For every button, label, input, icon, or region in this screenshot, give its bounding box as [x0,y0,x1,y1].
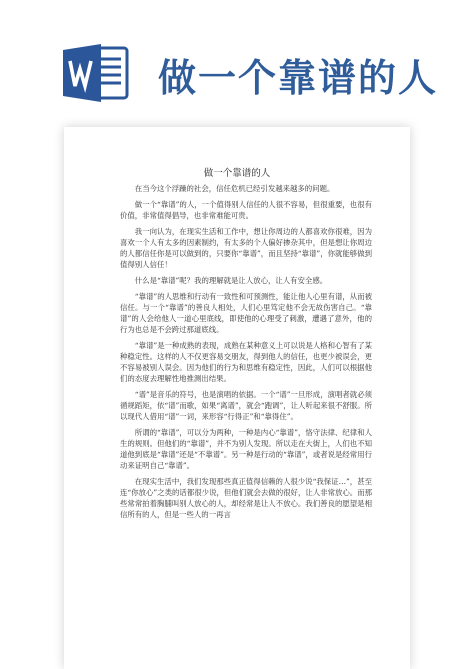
paragraph: “靠谱”的人思维和行动有一致性和可预测性，能让他人心里有谱，从而被信任。与一个“靠谱”的善良人相处，人们心里笃定他不会无故伤害自己。“靠谱”的人会给他人一道心里底线，即使他的心理受了刺激，遭遇了意外，他的行为也总是不会跨过那道底线。 [120,292,372,334]
document-page [64,127,410,669]
paragraph: 什么是“靠谱”呢？我的理解就是让人放心，让人有安全感。 [134,276,328,285]
document-title: 做一个靠谱的人 [203,168,271,179]
paragraph: 所谓的“靠谱”，可以分为两种，一种是内心“靠谱”，恪守法律、纪律和人生的规则。但他们的“靠谱”，并不为别人发现。所以走在大街上，人们也不知道他到底是“靠谱”还是“不靠谱”。另一种是行动的“靠谱”，或者说是经常用行动来证明自己“靠谱”。 [120,428,372,470]
word-icon [63,42,129,104]
paragraph: 在当今这个浮躁的社会，信任危机已经引发越来越多的问题。 [134,184,335,193]
paragraph: “靠谱”是一种成熟的表现，成熟在某种意义上可以说是人格和心智有了某种稳定性。这样的人不仅更容易交朋友，得到他人的信任，也更少被误会，更不容易被别人误会。因为他们的行为和思维有稳定性，因此，人们可以根据他们的态度去理解性地推测出结果。 [120,341,372,383]
paragraph: 做一个“靠谱”的人，一个值得别人信任的人很不容易，但很重要，也很有价值，非常值得倡导，也非常难能可贵。 [120,200,372,220]
paragraph: “谱”是音乐的符号，也是演唱的依据。一个“谱”一旦形成，演唱者就必须循规蹈矩，依“谱”而歌，如果“离谱”，就会“跑调”，让人听起来很不舒服。所以现代人借用“谱”一词，来形容“行得正”和“靠得住”。 [120,390,372,421]
header-title: 做一个靠谱的人 [158,56,439,100]
paragraph: 我一向认为，在现实生活和工作中，想让你周边的人都喜欢你很难，因为喜欢一个人有太多的因素制约，有太多的个人偏好掺杂其中，但是想让你周边的人都信任你是可以做到的，只要你“靠谱”，而且坚持“靠谱”，你就能够做到值得别人信任！ [120,227,372,269]
document-body [120,183,372,525]
header-banner [0,0,474,118]
paragraph: 在现实生活中，我们发现那些真正值得信赖的人很少说“我保证…”，甚至连“你放心”之类的话都很少说，但他们就会去做的很好，让人非常放心。而那些常常拍着胸脯叫别人放心的人，却经常是让人不放心。我们善良的愿望是相信所有的人，但是一些人的一再言 [120,477,372,519]
